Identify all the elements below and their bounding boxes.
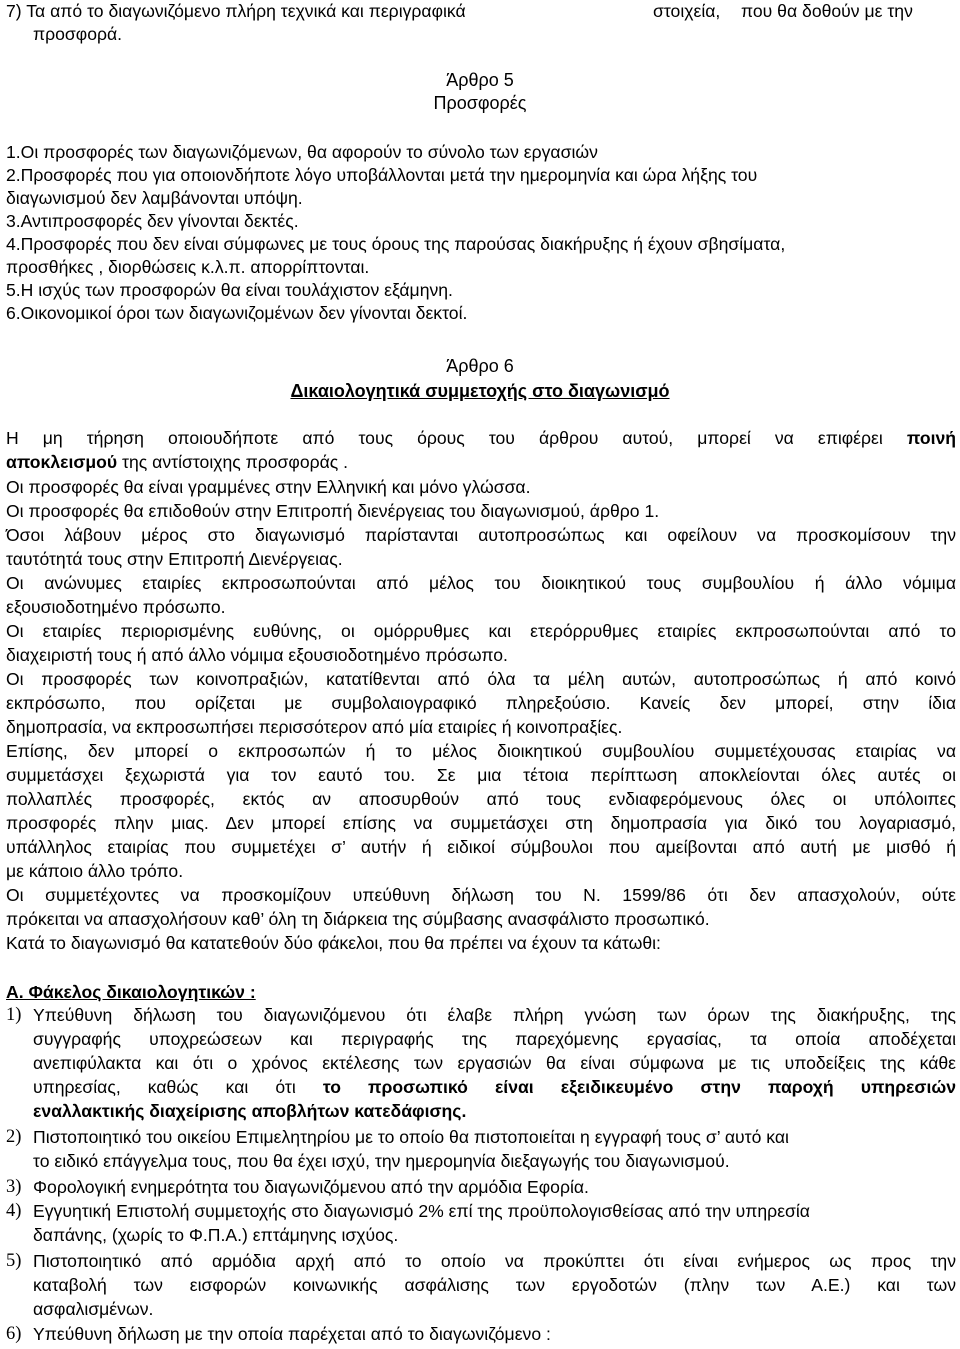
item-number: 2)	[6, 1127, 22, 1147]
item-line: ανεπιφύλακτα και ότι ο χρόνος εκτέλεσης των εργασιών θα είναι σύμφωνα με τις υποδείξεις της κάθε	[33, 1053, 956, 1073]
item-number: 4)	[6, 1201, 22, 1221]
intro-line-2: προσφορά.	[33, 24, 123, 44]
article-5-line: 2.Προσφορές που για οποιονδήποτε λόγο υποβάλλονται μετά την ημερομηνία και ώρα λήξης του	[6, 165, 758, 185]
article-5-line: 6.Οικονομικοί όροι των διαγωνιζομένων δεν γίνονται δεκτοί.	[6, 303, 468, 323]
item-line	[33, 1076, 956, 1099]
article-6-line: πρόκειται να απασχολήσουν καθ’ όλη τη διάρκεια της σύμβασης ανασφάλιστο προσωπικό.	[6, 909, 710, 929]
intro-text-b: στοιχεία,	[653, 1, 721, 21]
article-5-line: προσθήκες , διορθώσεις κ.λ.π. απορρίπτονται.	[6, 257, 370, 277]
article-6-line: δημοπρασία, να εκπροσωπήσει περισσότερον από μία εταιρίες ή κοινοπραξίες.	[6, 717, 623, 737]
item-line: Πιστοποιητικό του οικείου Επιμελητηρίου με το οποίο θα πιστοποιείται η εγγραφή τους σ’ αυτό και	[33, 1127, 789, 1147]
item-line: Υπεύθυνη δήλωση με την οποία παρέχεται από το διαγωνιζόμενο :	[33, 1324, 551, 1344]
intro-text-a: 7) Τα από το διαγωνιζόμενο πλήρη τεχνικά και περιγραφικά	[6, 1, 466, 21]
article-5-line: 4.Προσφορές που δεν είναι σύμφωνες με τους όρους της παρούσας διακήρυξης ή έχουν σβησίματα,	[6, 234, 786, 254]
article-5-line: 5.Η ισχύς των προσφορών θα είναι τουλάχιστον εξάμηνη.	[6, 280, 453, 300]
item-1-bold-text: το προσωπικό είναι εξειδικευμένο στην παροχή υπηρεσιών	[322, 1077, 956, 1097]
item-number: 3)	[6, 1177, 22, 1197]
item-line: Φορολογική ενημερότητα του διαγωνιζόμενου από την αρμόδια Εφορία.	[33, 1177, 589, 1197]
article-6-line: εξουσιοδοτημένο πρόσωπο.	[6, 597, 226, 617]
article-5-line: 1.Οι προσφορές των διαγωνιζόμενων, θα αφορούν το σύνολο των εργασιών	[6, 142, 598, 162]
article-6-p1-text: Η μη τήρηση οποιουδήποτε από τους όρους του άρθρου αυτού, μπορεί να επιφέρει	[6, 428, 883, 448]
article-6-title: Δικαιολογητικά συμμετοχής στο διαγωνισμό	[290, 381, 670, 401]
article-6-line: υπάλληλος εταιρίας που συμμετέχει σ’ αυτήν ή ειδικοί σύμβουλοι που αμείβονται από αυτή με μισθό ή	[6, 837, 956, 857]
article-6-p1-rest: της αντίστοιχης προσφοράς .	[117, 452, 349, 472]
item-number: 1)	[6, 1005, 22, 1025]
item-line: συγγραφής υποχρεώσεων και περιγραφής της παρεχόμενης εργασίας, τα οποία αποδέχεται	[33, 1029, 956, 1049]
article-6-line: συμμετάσχει ξεχωριστά για τον εαυτό του. Σε μια τέτοια περίπτωση αποκλείονται όλες αυτές οι	[6, 765, 956, 785]
article-6-line: Επίσης, δεν μπορεί ο εκπροσωπών ή το μέλος διοικητικού συμβουλίου συμμετέχουσας εταιρίας να	[6, 741, 956, 761]
article-6-line: Οι ανώνυμες εταιρίες εκπροσωπούνται από μέλος του διοικητικού τους συμβουλίου ή άλλο νόμιμα	[6, 573, 956, 593]
article-6-number: Άρθρο 6	[446, 356, 514, 376]
article-6-line: εκπρόσωπο, που ορίζεται με συμβολαιογραφικό πληρεξούσιο. Κανείς δεν μπορεί, στην ίδια	[6, 693, 956, 713]
article-6-line: με κάποιο άλλο τρόπο.	[6, 861, 184, 881]
item-line: Υπεύθυνη δήλωση του διαγωνιζόμενου ότι έλαβε πλήρη γνώση των όρων της διακήρυξης, της	[33, 1005, 956, 1025]
article-6-line: Κατά το διαγωνισμό θα κατατεθούν δύο φάκελοι, που θα πρέπει να έχουν τα κάτωθι:	[6, 933, 661, 953]
article-6-paragraph-line	[6, 427, 956, 450]
article-6-line: προσφορές πλην μιας. Δεν μπορεί επίσης να συμμετάσχει στη δημοπρασία για δικό του λογαριασμό,	[6, 813, 956, 833]
item-line: δαπάνης, (χωρίς το Φ.Π.Α.) επτάμηνης ισχύος.	[33, 1225, 399, 1245]
item-line: καταβολή των εισφορών κοινωνικής ασφάλισης των εργοδοτών (πλην των Α.Ε.) και των	[33, 1275, 956, 1295]
intro-text-c: που θα δοθούν με την	[741, 1, 913, 21]
article-5-line: διαγωνισμού δεν λαμβάνονται υπόψη.	[6, 188, 303, 208]
article-6-line: Οι προσφορές θα είναι γραμμένες στην Ελληνική και μόνο γλώσσα.	[6, 477, 531, 497]
item-1-text: υπηρεσίας, καθώς και ότι	[33, 1077, 323, 1097]
item-line: εναλλακτικής διαχείρισης αποβλήτων κατεδάφισης.	[33, 1101, 467, 1121]
article-5-line: 3.Αντιπροσφορές δεν γίνονται δεκτές.	[6, 211, 299, 231]
article-5-title: Προσφορές	[433, 93, 527, 113]
article-5-number: Άρθρο 5	[446, 70, 514, 90]
folder-a-title: Α. Φάκελος δικαιολογητικών :	[6, 982, 256, 1002]
intro-line	[6, 0, 956, 23]
article-6-line: Οι προσφορές θα επιδοθούν στην Επιτροπή διενέργειας του διαγωνισμού, άρθρο 1.	[6, 501, 660, 521]
article-6-line: διαχειριστή τους ή από άλλο νόμιμα εξουσιοδοτημένο πρόσωπο.	[6, 645, 508, 665]
article-6-line: Οι προσφορές των κοινοπραξιών, κατατίθενται από όλα τα μέλη αυτών, αυτοπροσώπως ή από κοινό	[6, 669, 956, 689]
exclusion-term: αποκλεισμού	[6, 452, 118, 472]
item-line: Πιστοποιητικό από αρμόδια αρχή από το οποίο να προκύπτει ότι είναι ενήμερος ως προς την	[33, 1251, 956, 1271]
article-6-line: Οι εταιρίες περιορισμένης ευθύνης, οι ομόρρυθμες και ετερόρρυθμες εταιρίες εκπροσωπούνται από το	[6, 621, 956, 641]
article-6-line: Όσοι λάβουν μέρος στο διαγωνισμό παρίστανται αυτοπροσώπως και οφείλουν να προσκομίσουν την	[6, 525, 956, 545]
item-number: 6)	[6, 1324, 22, 1344]
article-6-paragraph-line	[6, 451, 956, 474]
item-line: ασφαλισμένων.	[33, 1299, 154, 1319]
article-6-line: Οι συμμετέχοντες να προσκομίζουν υπεύθυνη δήλωση του Ν. 1599/86 ότι δεν απασχολούν, ούτε	[6, 885, 956, 905]
penalty-term: ποινή	[906, 428, 957, 448]
article-6-line: πολλαπλές προσφορές, εκτός αν αποσυρθούν από τους ενδιαφερόμενους όλες οι υπόλοιπες	[6, 789, 956, 809]
item-line: το ειδικό επάγγελμα τους, που θα έχει ισχύ, την ημερομηνία διεξαγωγής του διαγωνισμού.	[33, 1151, 730, 1171]
article-6-line: ταυτότητά τους στην Επιτροπή Διενέργειας.	[6, 549, 343, 569]
item-number: 5)	[6, 1251, 22, 1271]
item-line: Εγγυητική Επιστολή συμμετοχής στο διαγωνισμό 2% επί της προϋπολογισθείσας από την υπηρεσία	[33, 1201, 810, 1221]
